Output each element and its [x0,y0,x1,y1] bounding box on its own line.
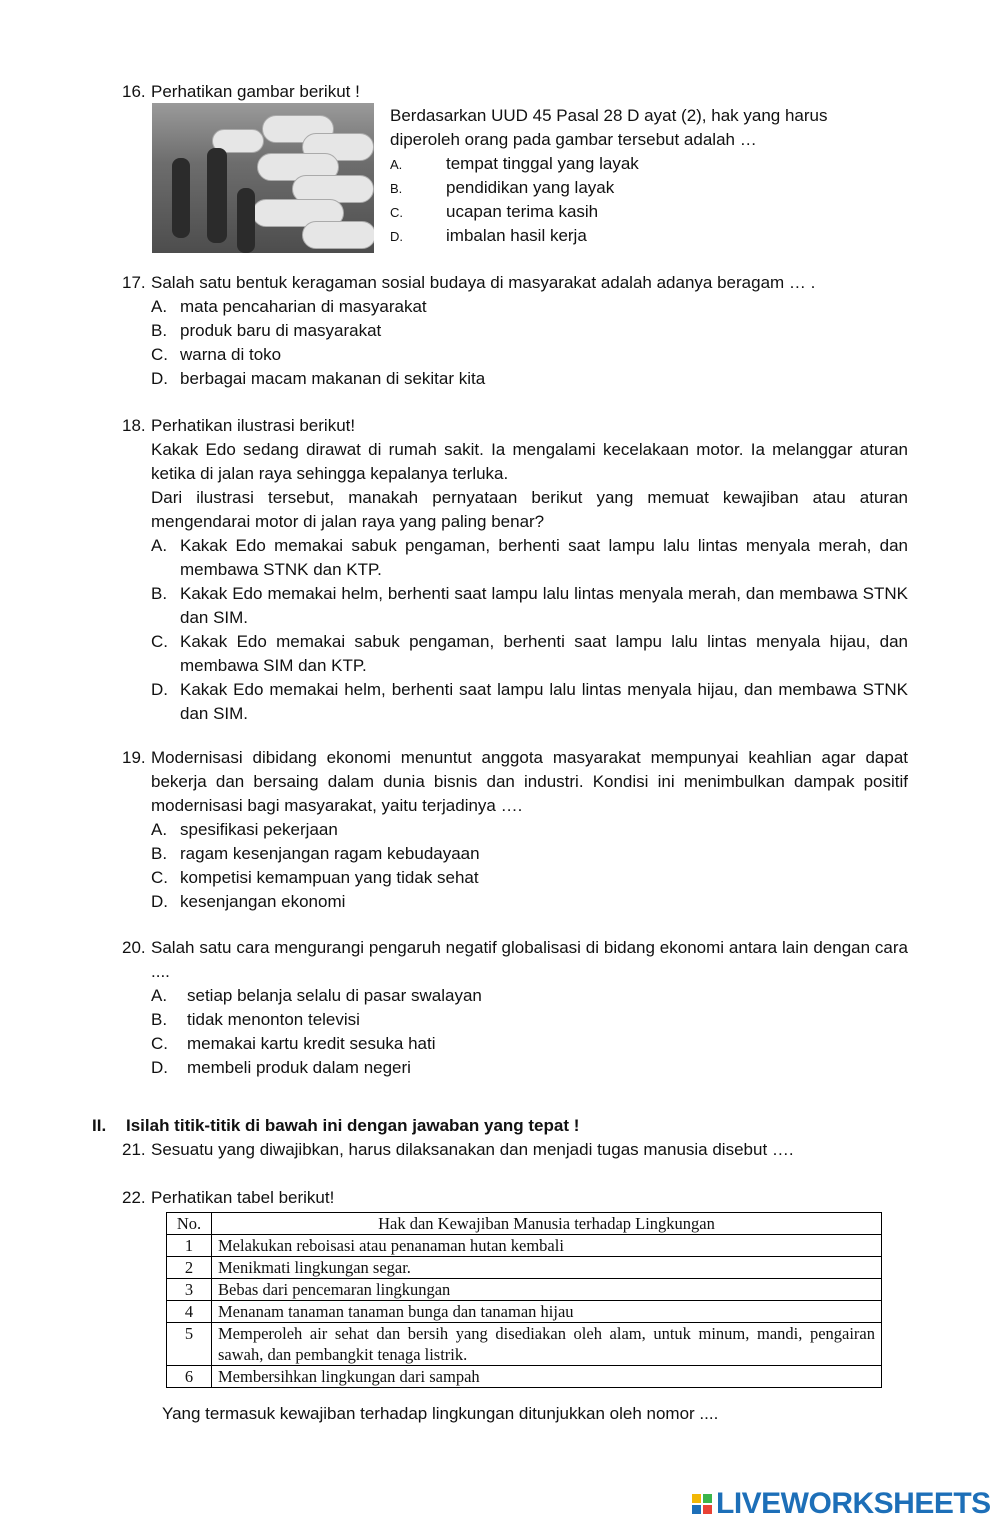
q20-option-c[interactable]: C. memakai kartu kredit sesuka hati [151,1034,436,1053]
table-row [167,1323,882,1366]
q16-stem-line1: Berdasarkan UUD 45 Pasal 28 D ayat (2), hak yang harus [390,106,828,125]
q16-option-d[interactable]: D. imbalan hasil kerja [390,226,587,245]
question-20 [122,936,908,1080]
question-21 [122,1138,908,1162]
q16-prompt: Perhatikan gambar berikut ! [151,82,360,101]
q19-option-c[interactable]: C. kompetisi kemampuan yang tidak sehat [151,868,479,887]
q17-option-b[interactable]: B. produk baru di masyarakat [151,321,382,340]
q20-stem: Salah satu cara mengurangi pengaruh negatif globalisasi di bidang ekonomi antara lain dengan cara .... [151,938,908,981]
table-row [167,1257,882,1279]
q22-prompt: Perhatikan tabel berikut! [151,1188,335,1207]
q19-stem: Modernisasi dibidang ekonomi menuntut anggota masyarakat mempunyai keahlian agar dapat bekerja dan bersaing dalam dunia bisnis dan industri. Kondisi ini menimbulkan dampak positif modernisasi bagi masyarakat, yaitu terjadinya …. [151,748,908,815]
q19-number: 19. [122,748,146,767]
q18-number: 18. [122,416,146,435]
question-17 [122,271,908,391]
table-row [167,1301,882,1323]
q18-option-d[interactable]: D. Kakak Edo memakai helm, berhenti saat lampu lalu lintas menyala hijau, dan membawa STNK dan SIM. [151,680,908,723]
table-cell-text: Membersihkan lingkungan dari sampah [212,1366,882,1388]
table-cell-text: Memperoleh air sehat dan bersih yang disediakan oleh alam, untuk minum, mandi, pengairan sawah, dan pembangkit tenaga listrik. [212,1323,882,1366]
table-cell-no: 6 [167,1366,212,1388]
q17-stem: Salah satu bentuk keragaman sosial budaya di masyarakat adalah adanya beragam … . [151,273,816,292]
q19-option-b[interactable]: B. ragam kesenjangan ragam kebudayaan [151,844,480,863]
q18-option-b[interactable]: B. Kakak Edo memakai helm, berhenti saat lampu lalu lintas menyala merah, dan membawa STNK dan SIM. [151,584,908,627]
q19-option-d[interactable]: D. kesenjangan ekonomi [151,892,346,911]
question-18 [122,414,908,726]
table-header-row [167,1213,882,1235]
table-cell-no: 4 [167,1301,212,1323]
q16-number: 16. [122,82,146,101]
q17-option-a[interactable]: A. mata pencaharian di masyarakat [151,297,427,316]
q16-option-a[interactable]: A. tempat tinggal yang layak [390,154,639,173]
q22-question: Yang termasuk kewajiban terhadap lingkungan ditunjukkan oleh nomor .... [162,1404,719,1423]
q18-stem: Dari ilustrasi tersebut, manakah pernyataan berikut yang memuat kewajiban atau aturan mengendarai motor di jalan raya yang paling benar? [151,488,908,531]
section-2-title: Isilah titik-titik di bawah ini dengan jawaban yang tepat ! [126,1116,580,1135]
table-header-no: No. [167,1213,212,1235]
liveworksheets-logo-icon [692,1494,712,1514]
q20-option-b[interactable]: B. tidak menonton televisi [151,1010,360,1029]
q21-number: 21. [122,1140,146,1159]
table-row [167,1366,882,1388]
table-cell-text: Melakukan reboisasi atau penanaman hutan kembali [212,1235,882,1257]
q18-option-a[interactable]: A. Kakak Edo memakai sabuk pengaman, berhenti saat lampu lalu lintas menyala merah, dan membawa STNK dan KTP. [151,536,908,579]
table-cell-text: Menanam tanaman tanaman bunga dan tanaman hijau [212,1301,882,1323]
rights-obligations-table [166,1212,882,1388]
question-19 [122,746,908,914]
table-row [167,1235,882,1257]
q20-option-d[interactable]: D. membeli produk dalam negeri [151,1058,411,1077]
workers-carrying-sacks-photo [152,103,374,253]
q20-option-a[interactable]: A. setiap belanja selalu di pasar swalayan [151,986,482,1005]
section-2-heading [92,1114,579,1138]
table-cell-no: 1 [167,1235,212,1257]
table-header-title: Hak dan Kewajiban Manusia terhadap Lingkungan [212,1213,882,1235]
liveworksheets-logo [692,1486,991,1522]
q18-prompt: Perhatikan ilustrasi berikut! [151,416,356,435]
q18-story: Kakak Edo sedang dirawat di rumah sakit. Ia mengalami kecelakaan motor. Ia melanggar aturan ketika di jalan raya sehingga kepalanya terluka. [151,440,908,483]
table-row [167,1279,882,1301]
q20-number: 20. [122,938,146,957]
q16-option-c[interactable]: C. ucapan terima kasih [390,202,599,221]
table-cell-text: Bebas dari pencemaran lingkungan [212,1279,882,1301]
q16-option-b[interactable]: B. pendidikan yang layak [390,178,615,197]
table-cell-no: 2 [167,1257,212,1279]
q18-option-c[interactable]: C. Kakak Edo memakai sabuk pengaman, berhenti saat lampu lalu lintas menyala hijau, dan membawa SIM dan KTP. [151,632,908,675]
table-cell-no: 5 [167,1323,212,1366]
question-22 [122,1186,908,1210]
q16-stem-line2: diperoleh orang pada gambar tersebut adalah … [390,130,757,149]
q17-option-c[interactable]: C. warna di toko [151,345,282,364]
q17-option-d[interactable]: D. berbagai macam makanan di sekitar kita [151,369,486,388]
section-2-roman: II. [92,1116,107,1135]
liveworksheets-logo-text: LIVEWORKSHEETS [716,1487,991,1520]
q16-options [390,152,810,248]
q22-number: 22. [122,1188,146,1207]
table-cell-no: 3 [167,1279,212,1301]
q19-option-a[interactable]: A. spesifikasi pekerjaan [151,820,338,839]
q21-stem: Sesuatu yang diwajibkan, harus dilaksanakan dan menjadi tugas manusia disebut …. [151,1140,794,1159]
q17-number: 17. [122,273,146,292]
table-cell-text: Menikmati lingkungan segar. [212,1257,882,1279]
